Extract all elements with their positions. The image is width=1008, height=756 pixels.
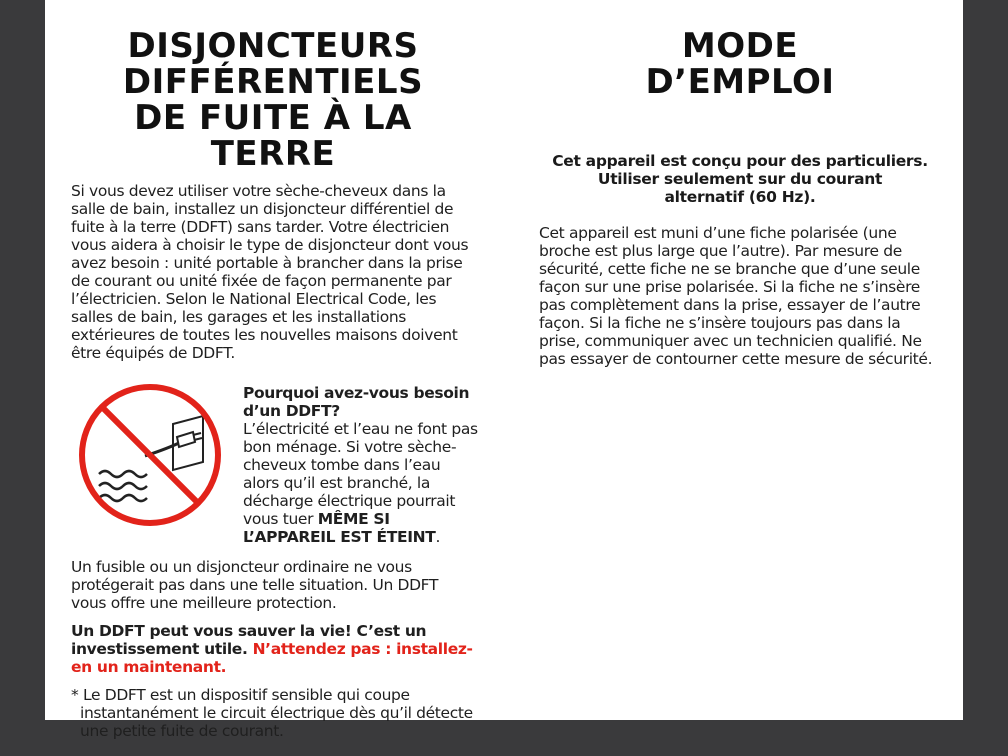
instructions-title	[539, 0, 941, 100]
warning-end: .	[435, 528, 441, 546]
gfci-column	[71, 0, 478, 756]
polarized-plug-paragraph: Cet appareil est muni d’une fiche polarisée (une broche est plus large que l’autre). Par mesure de sécurité, cette fiche ne se branche que d’une seule façon sur une prise polarisée. Si la fiche ne s’insère pas complètement dans la prise, essayer de l’autre façon. Si la fiche ne s’insère toujours pas dans la prise, communiquer avec un technicien qualifié. Ne pas essayer de contourner cette mesure de sécurité.	[539, 224, 933, 368]
notice-line-3: alternatif (60 Hz).	[664, 188, 816, 206]
warning-text: L’électricité et l’eau ne font pas bon ménage. Si votre sèche-cheveux tombe dans l’eau alors qu’il est branché, la décharge électrique pourrait vous tuer	[243, 420, 478, 528]
instructions-column	[539, 0, 941, 368]
act-now-text: N’attendez pas : installez-en un maintenant.	[71, 640, 473, 676]
warning-paragraph	[243, 420, 479, 546]
warning-heading: Pourquoi avez-vous besoin d’un DDFT?	[243, 384, 470, 420]
save-life-paragraph	[71, 622, 475, 676]
notice-line-1: Cet appareil est conçu pour des particuliers.	[552, 152, 928, 170]
household-use-notice	[539, 152, 941, 206]
protection-paragraph: Un fusible ou un disjoncteur ordinaire ne vous protégerait pas dans une telle situation. Un DDFT vous offre une meilleure protection.	[71, 558, 439, 612]
warning-block	[71, 372, 478, 548]
warning-text-block	[243, 384, 479, 546]
warning-emphasis: MÊME SI L’APPAREIL EST ÉTEINT	[243, 510, 436, 546]
save-life-text: Un DDFT peut vous sauver la vie! C’est un investissement utile.	[71, 622, 427, 658]
gfci-intro-paragraph: Si vous devez utiliser votre sèche-cheveux dans la salle de bain, installez un disjoncteur différentiel de fuite à la terre (DDFT) sans tarder. Votre électricien vous aidera à choisir le type de disjoncteur dont vous avez besoin : unité portable à brancher dans la prise de courant ou unité fixée de façon permanente par l’électricien. Selon le National Electrical Code, les salles de bain, les garages et les installations extérieures de toutes les nouvelles maisons doivent être équipés de DDFT.	[71, 182, 469, 362]
manual-page	[45, 0, 963, 740]
instructions-title-line-1: MODE	[681, 26, 799, 66]
gfci-title-line-1: DISJONCTEURS	[127, 26, 419, 66]
no-plug-in-water-icon	[77, 382, 223, 528]
notice-line-2: Utiliser seulement sur du courant	[597, 170, 883, 188]
gfci-title	[71, 0, 475, 172]
instructions-title-line-2: D’EMPLOI	[645, 62, 835, 102]
gfci-title-line-2: DIFFÉRENTIELS	[122, 62, 424, 102]
gfci-title-line-3: DE FUITE À LA TERRE	[134, 98, 412, 174]
gfci-footnote: * Le DDFT est un dispositif sensible qui coupe instantanément le circuit électrique dès qu’il détecte une petite fuite de courant.	[71, 686, 473, 740]
